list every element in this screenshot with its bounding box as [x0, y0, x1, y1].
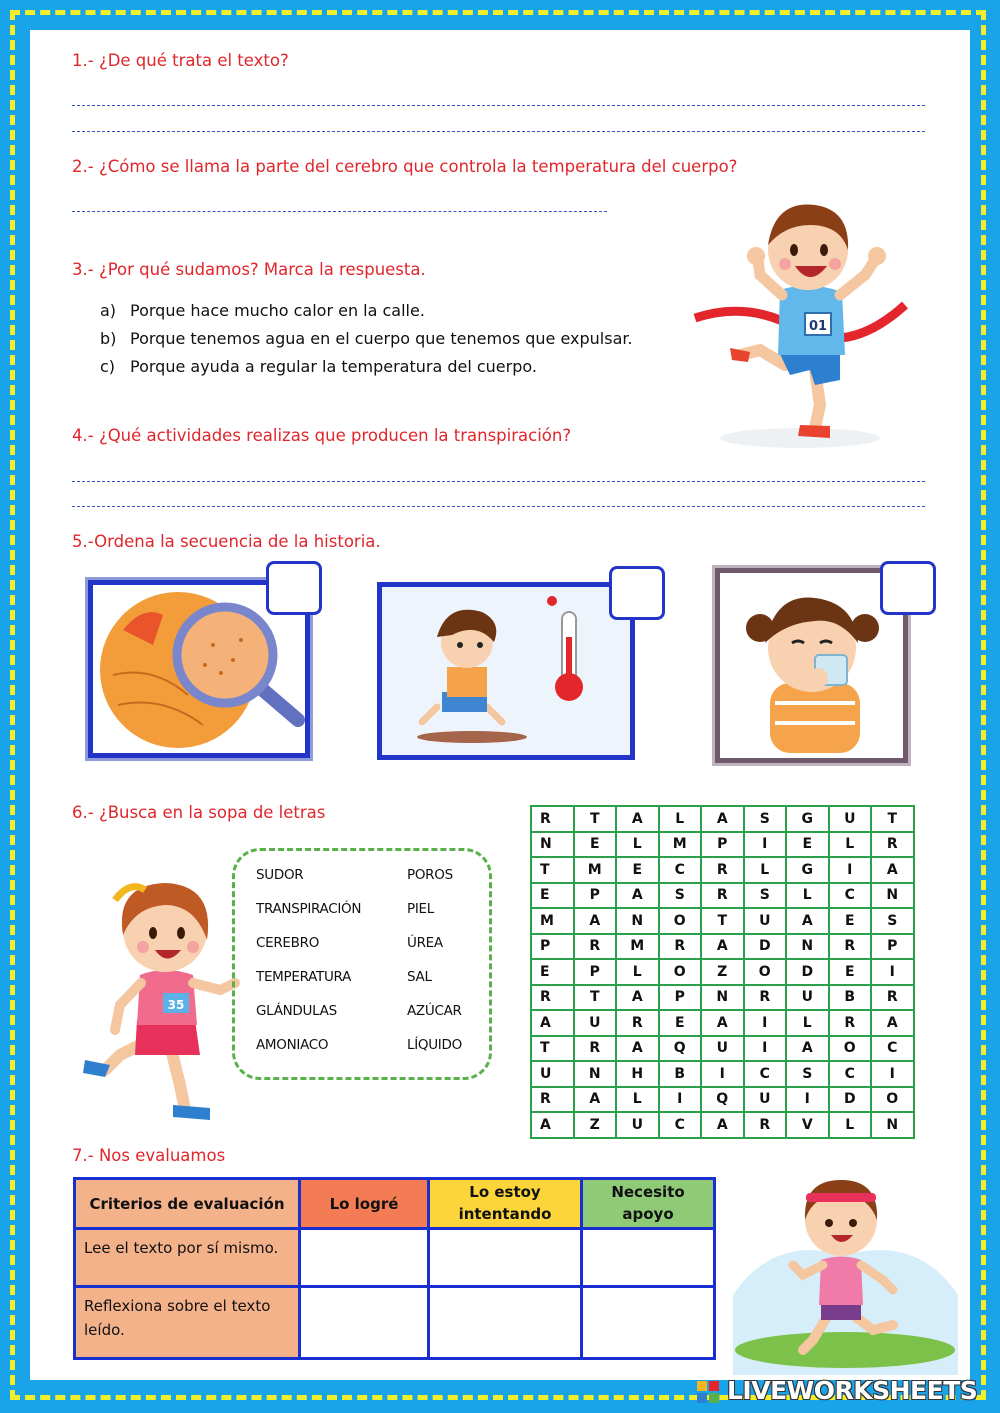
header-apoyo-line2: apoyo — [622, 1204, 674, 1223]
grid-cell[interactable]: U — [701, 1036, 744, 1062]
grid-cell[interactable]: R — [531, 985, 574, 1011]
grid-cell[interactable]: P — [574, 959, 617, 985]
grid-cell[interactable]: T — [574, 806, 617, 832]
grid-cell[interactable]: S — [744, 883, 787, 909]
grid-cell[interactable]: L — [786, 1010, 829, 1036]
answer-line-2[interactable] — [72, 211, 607, 212]
runner-bib-number: 01 — [808, 319, 828, 334]
grid-cell[interactable]: S — [659, 883, 702, 909]
grid-cell[interactable]: U — [574, 1010, 617, 1036]
order-box-2[interactable] — [609, 566, 665, 620]
grid-cell[interactable]: N — [871, 1112, 914, 1138]
word-left-5: GLÁNDULAS — [256, 1003, 337, 1019]
grid-cell[interactable]: R — [744, 1112, 787, 1138]
question-5: 5.-Ordena la secuencia de la historia. — [72, 532, 381, 551]
running-girl-illustration — [75, 865, 250, 1125]
grid-cell[interactable]: I — [786, 1087, 829, 1113]
grid-cell[interactable]: R — [616, 1010, 659, 1036]
grid-cell[interactable]: C — [659, 857, 702, 883]
grid-cell[interactable]: L — [616, 959, 659, 985]
question-6: 6.- ¿Busca en la sopa de letras — [72, 803, 326, 822]
option-c[interactable] — [100, 357, 537, 376]
header-necesito-apoyo — [582, 1179, 715, 1229]
grid-cell[interactable]: P — [701, 832, 744, 858]
grid-cell[interactable]: R — [829, 934, 872, 960]
grid-cell[interactable]: D — [829, 1087, 872, 1113]
jogging-girl-illustration — [733, 1165, 958, 1375]
grid-cell[interactable]: A — [701, 934, 744, 960]
grid-cell[interactable]: N — [531, 832, 574, 858]
grid-cell[interactable]: U — [786, 985, 829, 1011]
grid-cell[interactable]: A — [786, 1036, 829, 1062]
option-b[interactable] — [100, 329, 633, 348]
grid-cell[interactable]: M — [659, 832, 702, 858]
grid-cell[interactable]: P — [531, 934, 574, 960]
grid-cell[interactable]: E — [531, 883, 574, 909]
grid-cell[interactable]: Q — [659, 1036, 702, 1062]
word-search-grid[interactable] — [530, 805, 915, 1139]
option-a-text: Porque hace mucho calor en la calle. — [130, 301, 425, 320]
running-girl-thermometer-icon — [382, 587, 630, 755]
criteria-row-1: Lee el texto por sí mismo. — [75, 1229, 300, 1287]
question-3: 3.- ¿Por qué sudamos? Marca la respuesta. — [72, 260, 426, 279]
word-left-6: AMONIACO — [256, 1037, 329, 1053]
header-apoyo-line1: Necesito — [611, 1182, 685, 1201]
grid-cell[interactable]: A — [531, 1010, 574, 1036]
header-lo-estoy-intentando — [429, 1179, 582, 1229]
grid-cell[interactable]: T — [531, 1036, 574, 1062]
grid-cell[interactable]: R — [574, 934, 617, 960]
grid-cell[interactable]: D — [744, 934, 787, 960]
option-a[interactable] — [100, 301, 425, 320]
grid-cell[interactable]: E — [829, 959, 872, 985]
grid-cell[interactable]: M — [574, 857, 617, 883]
grid-cell[interactable]: O — [659, 908, 702, 934]
grid-cell[interactable]: A — [531, 1112, 574, 1138]
word-right-4: SAL — [407, 969, 432, 985]
grid-cell[interactable]: R — [871, 832, 914, 858]
grid-cell[interactable]: R — [829, 1010, 872, 1036]
grid-cell[interactable]: A — [616, 883, 659, 909]
grid-cell[interactable]: U — [616, 1112, 659, 1138]
grid-cell[interactable]: H — [616, 1061, 659, 1087]
grid-cell[interactable]: L — [616, 832, 659, 858]
order-box-3[interactable] — [880, 561, 936, 615]
grid-cell[interactable]: O — [871, 1087, 914, 1113]
grid-cell[interactable]: O — [659, 959, 702, 985]
grid-cell[interactable]: I — [659, 1087, 702, 1113]
grid-cell[interactable]: E — [616, 857, 659, 883]
grid-cell[interactable]: A — [701, 1112, 744, 1138]
question-7: 7.- Nos evaluamos — [72, 1146, 226, 1165]
girl-bib-number: 35 — [167, 998, 185, 1012]
grid-cell[interactable]: R — [574, 1036, 617, 1062]
evaluation-table — [73, 1177, 716, 1360]
grid-cell[interactable]: R — [701, 883, 744, 909]
grid-cell[interactable]: A — [574, 908, 617, 934]
grid-cell[interactable]: S — [871, 908, 914, 934]
grid-cell[interactable]: G — [786, 857, 829, 883]
grid-cell[interactable]: A — [871, 857, 914, 883]
grid-cell[interactable]: T — [531, 857, 574, 883]
grid-cell[interactable]: O — [829, 1036, 872, 1062]
cell-r2-apoyo[interactable] — [582, 1287, 715, 1359]
grid-cell[interactable]: Z — [574, 1112, 617, 1138]
grid-cell[interactable]: B — [659, 1061, 702, 1087]
grid-cell[interactable]: Q — [701, 1087, 744, 1113]
girl-drinking-water-icon — [720, 573, 903, 758]
grid-cell[interactable]: R — [531, 806, 574, 832]
grid-cell[interactable]: C — [829, 883, 872, 909]
grid-cell[interactable]: L — [829, 1112, 872, 1138]
grid-cell[interactable]: A — [616, 1036, 659, 1062]
header-intentando-line2: intentando — [458, 1204, 552, 1223]
grid-cell[interactable]: T — [574, 985, 617, 1011]
option-c-letter: c) — [100, 357, 116, 376]
answer-line-4b[interactable] — [72, 506, 925, 507]
word-left-3: CEREBRO — [256, 935, 320, 951]
grid-cell[interactable]: E — [829, 908, 872, 934]
grid-cell[interactable]: R — [701, 857, 744, 883]
question-2: 2.- ¿Cómo se llama la parte del cerebro que controla la temperatura del cuerpo? — [72, 157, 738, 176]
grid-cell[interactable]: L — [616, 1087, 659, 1113]
word-right-2: PIEL — [407, 901, 434, 917]
grid-cell[interactable]: S — [786, 1061, 829, 1087]
grid-cell[interactable]: C — [744, 1061, 787, 1087]
criteria-row-2-line2: leído. — [84, 1321, 125, 1339]
header-intentando-line1: Lo estoy — [469, 1182, 541, 1201]
cell-r1-intentando[interactable] — [429, 1229, 582, 1287]
grid-cell[interactable]: M — [616, 934, 659, 960]
brand-text: LIVEWORKSHEETS — [727, 1376, 978, 1405]
grid-cell[interactable]: M — [531, 908, 574, 934]
grid-cell[interactable]: L — [659, 806, 702, 832]
cell-r1-apoyo[interactable] — [582, 1229, 715, 1287]
word-left-1: SUDOR — [256, 867, 304, 883]
criteria-row-2 — [75, 1287, 300, 1359]
word-right-6: LÍQUIDO — [407, 1037, 462, 1053]
grid-cell[interactable]: N — [574, 1061, 617, 1087]
cell-r2-logre[interactable] — [300, 1287, 429, 1359]
grid-cell[interactable]: I — [744, 1036, 787, 1062]
grid-cell[interactable]: N — [616, 908, 659, 934]
cell-r2-intentando[interactable] — [429, 1287, 582, 1359]
grid-cell[interactable]: I — [829, 857, 872, 883]
grid-cell[interactable]: S — [744, 806, 787, 832]
grid-cell[interactable]: E — [786, 832, 829, 858]
word-right-3: ÚREA — [407, 935, 443, 951]
header-lo-logre: Lo logré — [300, 1179, 429, 1229]
grid-cell[interactable]: N — [871, 883, 914, 909]
grid-cell[interactable]: T — [871, 806, 914, 832]
grid-cell[interactable]: R — [871, 985, 914, 1011]
grid-cell[interactable]: C — [829, 1061, 872, 1087]
grid-cell[interactable]: I — [871, 1061, 914, 1087]
grid-cell[interactable]: A — [701, 806, 744, 832]
grid-cell[interactable]: T — [701, 908, 744, 934]
liveworksheets-logo-icon — [695, 1379, 723, 1407]
grid-cell[interactable]: R — [531, 1087, 574, 1113]
grid-cell[interactable]: O — [744, 959, 787, 985]
grid-cell[interactable]: R — [659, 934, 702, 960]
grid-cell[interactable]: A — [871, 1010, 914, 1036]
grid-cell[interactable]: R — [744, 985, 787, 1011]
word-left-2: TRANSPIRACIÓN — [256, 901, 362, 917]
question-1: 1.- ¿De qué trata el texto? — [72, 51, 289, 70]
grid-cell[interactable]: G — [786, 806, 829, 832]
grid-cell[interactable]: A — [786, 908, 829, 934]
grid-cell[interactable]: N — [786, 934, 829, 960]
grid-cell[interactable]: E — [574, 832, 617, 858]
grid-cell[interactable]: A — [574, 1087, 617, 1113]
grid-cell[interactable]: A — [616, 806, 659, 832]
grid-cell[interactable]: L — [744, 857, 787, 883]
grid-cell[interactable]: P — [871, 934, 914, 960]
grid-cell[interactable]: C — [659, 1112, 702, 1138]
header-criteria: Criterios de evaluación — [75, 1179, 300, 1229]
grid-cell[interactable]: I — [701, 1061, 744, 1087]
grid-cell[interactable]: Z — [701, 959, 744, 985]
option-b-text: Porque tenemos agua en el cuerpo que tenemos que expulsar. — [130, 329, 633, 348]
word-right-1: POROS — [407, 867, 453, 883]
grid-cell[interactable]: P — [574, 883, 617, 909]
grid-cell[interactable]: I — [744, 1010, 787, 1036]
answer-line-4a[interactable] — [72, 481, 925, 482]
option-b-letter: b) — [100, 329, 117, 348]
grid-cell[interactable]: U — [744, 908, 787, 934]
word-left-4: TEMPERATURA — [256, 969, 352, 985]
grid-cell[interactable]: E — [659, 1010, 702, 1036]
option-a-letter: a) — [100, 301, 117, 320]
grid-cell[interactable]: L — [829, 832, 872, 858]
grid-cell[interactable]: D — [786, 959, 829, 985]
grid-cell[interactable]: U — [744, 1087, 787, 1113]
word-right-5: AZÚCAR — [407, 1003, 462, 1019]
story-picture-running-girl — [377, 582, 635, 760]
grid-cell[interactable]: N — [701, 985, 744, 1011]
order-box-1[interactable] — [266, 561, 322, 615]
grid-cell[interactable]: B — [829, 985, 872, 1011]
grid-cell[interactable]: U — [531, 1061, 574, 1087]
grid-cell[interactable]: P — [659, 985, 702, 1011]
grid-cell[interactable]: I — [871, 959, 914, 985]
option-c-text: Porque ayuda a regular la temperatura del cuerpo. — [130, 357, 537, 376]
grid-cell[interactable]: E — [531, 959, 574, 985]
grid-cell[interactable]: I — [744, 832, 787, 858]
grid-cell[interactable]: A — [616, 985, 659, 1011]
runner-boy-illustration — [690, 180, 910, 450]
grid-cell[interactable]: V — [786, 1112, 829, 1138]
grid-cell[interactable]: L — [786, 883, 829, 909]
liveworksheets-brand — [695, 1376, 995, 1410]
cell-r1-logre[interactable] — [300, 1229, 429, 1287]
question-4: 4.- ¿Qué actividades realizas que producen la transpiración? — [72, 426, 572, 445]
grid-cell[interactable]: U — [829, 806, 872, 832]
criteria-row-2-line1: Reflexiona sobre el texto — [84, 1297, 271, 1315]
grid-cell[interactable]: A — [701, 1010, 744, 1036]
answer-line-1a[interactable] — [72, 105, 925, 106]
grid-cell[interactable]: C — [871, 1036, 914, 1062]
answer-line-1b[interactable] — [72, 131, 925, 132]
